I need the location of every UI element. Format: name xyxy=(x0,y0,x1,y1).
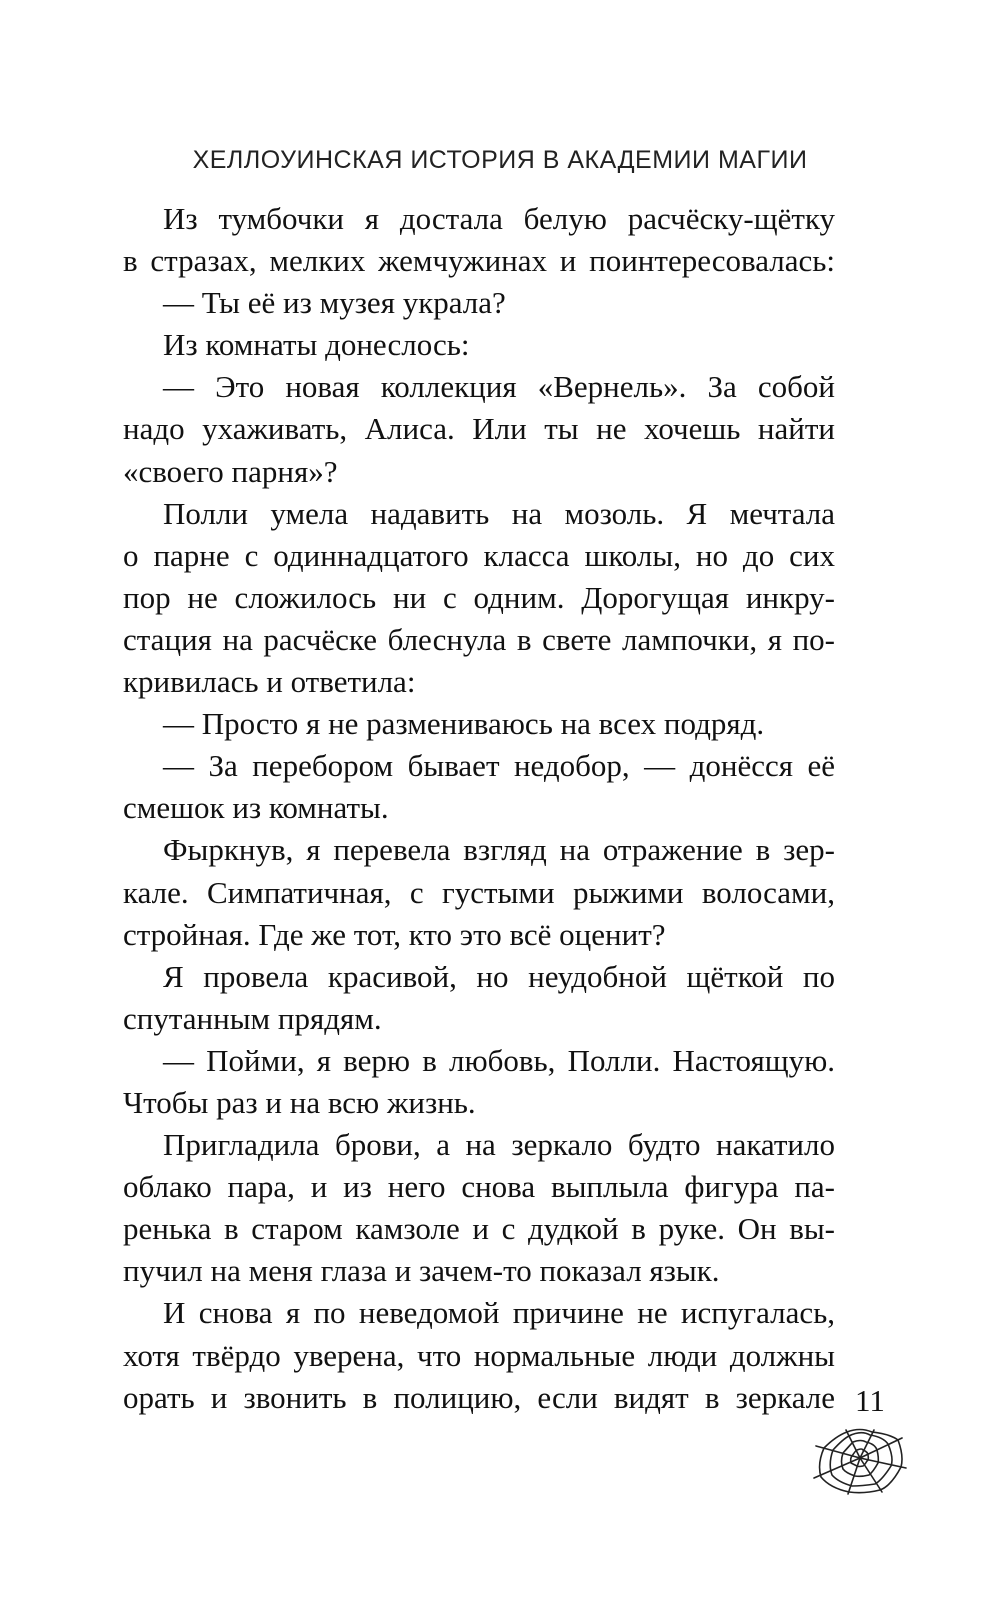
text-line: пучил на меня глаза и зачем-то показал язык. xyxy=(123,1253,720,1289)
text-line: в стразах, мелких жемчужинах и поинтересовалась: xyxy=(123,243,835,279)
text-line: Полли умела надавить на мозоль. Я мечтала xyxy=(163,495,835,531)
text-line: И снова я по неведомой причине не испугалась, xyxy=(163,1295,835,1331)
text-line: стройная. Где же тот, кто это всё оценит? xyxy=(123,916,666,952)
text-line: надо ухаживать, Алиса. Или ты не хочешь найти xyxy=(123,411,835,447)
text-line: орать и звонить в полицию, если видят в зеркале xyxy=(123,1379,835,1415)
text-line: ренька в старом камзоле и с дудкой в руке. Он вы- xyxy=(123,1211,835,1247)
text-line: Из комнаты донеслось: xyxy=(163,327,470,363)
spiderweb-icon xyxy=(812,1428,908,1496)
text-line: Пригладила брови, а на зеркало будто накатило xyxy=(163,1127,835,1163)
text-line: — Это новая коллекция «Вернель». За собой xyxy=(163,369,835,405)
text-line: о парне с одиннадцатого класса школы, но до сих xyxy=(123,537,835,573)
text-line: Я провела красивой, но неудобной щёткой по xyxy=(163,958,835,994)
text-line: кривилась и ответила: xyxy=(123,664,416,700)
text-line: смешок из комнаты. xyxy=(123,790,389,826)
text-line: пор не сложилось ни с одним. Дорогущая инкру- xyxy=(123,579,835,615)
text-line: — За перебором бывает недобор, — донёсся её xyxy=(163,748,835,784)
running-header: ХЕЛЛОУИНСКАЯ ИСТОРИЯ В АКАДЕМИИ МАГИИ xyxy=(192,146,808,174)
text-line: спутанным прядям. xyxy=(123,1000,382,1036)
text-line: стация на расчёске блеснула в свете лампочки, я по- xyxy=(123,621,835,657)
text-line: кале. Симпатичная, с густыми рыжими волосами, xyxy=(123,874,835,910)
text-line: Чтобы раз и на всю жизнь. xyxy=(123,1084,476,1120)
text-line: хотя твёрдо уверена, что нормальные люди должны xyxy=(123,1337,835,1373)
text-line: Из тумбочки я достала белую расчёску-щётку xyxy=(163,201,835,236)
text-line: — Пойми, я верю в любовь, Полли. Настоящую. xyxy=(163,1042,835,1078)
text-line: — Просто я не размениваюсь на всех подряд. xyxy=(163,706,765,742)
text-line: Фыркнув, я перевела взгляд на отражение в зер- xyxy=(163,832,835,868)
page-number: 11 xyxy=(855,1383,885,1418)
text-line: «своего парня»? xyxy=(123,453,338,489)
text-line: — Ты её из музея украла? xyxy=(163,285,506,321)
text-line: облако пара, и из него снова выплыла фигура па- xyxy=(123,1169,835,1205)
body-text xyxy=(123,198,835,1419)
